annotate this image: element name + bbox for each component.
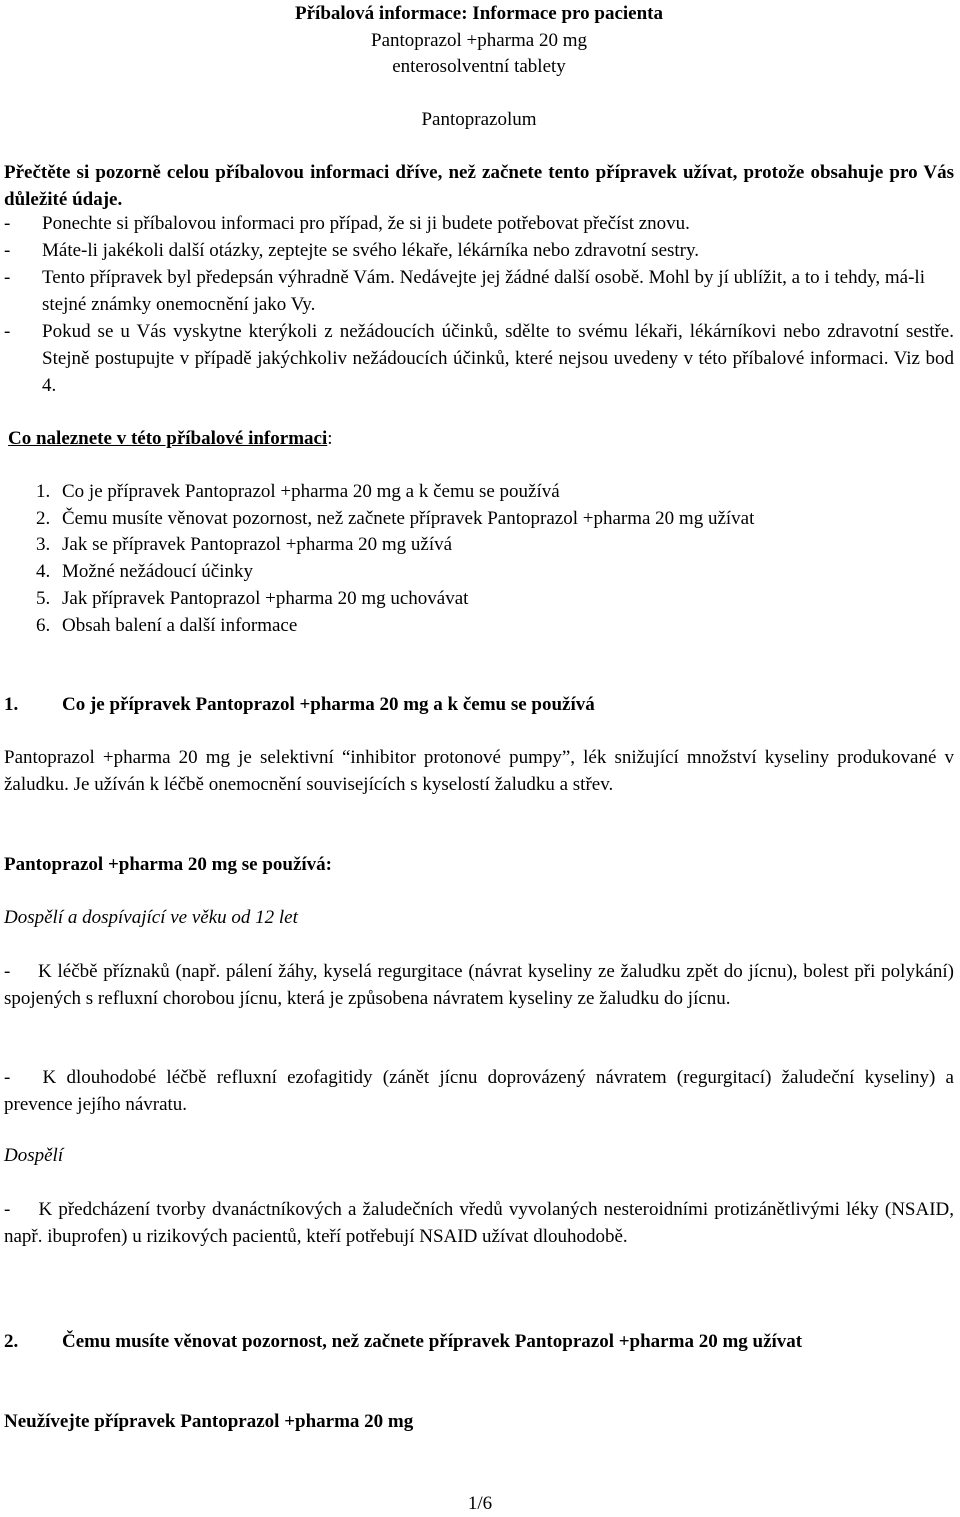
toc-item-number: 4. <box>36 561 51 582</box>
toc-item <box>4 585 468 612</box>
bullet-dash: - <box>4 240 11 261</box>
intro-bullet <box>4 318 954 399</box>
toc-item-number: 3. <box>36 534 51 555</box>
toc-heading-colon: : <box>327 428 333 449</box>
toc-item <box>4 558 253 585</box>
bullet-dash: - <box>4 961 11 982</box>
document-title: Příbalová informace: Informace pro pacienta <box>295 3 663 24</box>
toc-item <box>4 531 452 558</box>
toc-item-number: 1. <box>36 481 51 502</box>
product-name: Pantoprazol +pharma 20 mg <box>371 30 587 51</box>
indication-item <box>4 958 954 1012</box>
page-number: 1/6 <box>467 1493 493 1514</box>
section-2-heading <box>4 1328 954 1355</box>
indication-text: K dlouhodobé léčbě refluxní ezofagitidy (zánět jícnu doprovázený návratem (regurgitací) žaludeční kyseliny) a prevence jejího návratu. <box>4 1067 954 1115</box>
indication-item <box>4 1064 954 1118</box>
section-1-paragraph: Pantoprazol +pharma 20 mg je selektivní “inhibitor protonové pumpy”, lék snižující množství kyseliny produkované v žaludku. Je užíván k léčbě onemocnění souvisejících s kyselostí žaludku a střev. <box>4 747 954 795</box>
intro-bullet <box>4 264 954 318</box>
section-number: 1. <box>4 694 19 715</box>
intro-bullet-text: Tento přípravek byl předepsán výhradně Vám. Nedávejte jej žádné další osobě. Mohl by jí ublížit, a to i tehdy, má-li stejné známky onemocnění jako Vy. <box>42 267 925 315</box>
dosage-form: enterosolventní tablety <box>392 56 566 77</box>
toc-item-label: Jak se přípravek Pantoprazol +pharma 20 mg užívá <box>62 534 453 555</box>
section-2-subheading: Neužívejte přípravek Pantoprazol +pharma 20 mg <box>4 1411 414 1432</box>
bullet-dash: - <box>4 321 11 342</box>
toc-item <box>4 478 560 505</box>
bullet-dash: - <box>4 1199 11 1220</box>
toc-item-number: 5. <box>36 588 51 609</box>
toc-item-label: Jak přípravek Pantoprazol +pharma 20 mg uchovávat <box>62 588 469 609</box>
used-for-heading: Pantoprazol +pharma 20 mg se používá: <box>4 854 333 875</box>
intro-bullet-text: Ponechte si příbalovou informaci pro případ, že si ji budete potřebovat přečíst znovu. <box>42 213 690 234</box>
indication-text: K předcházení tvorby dvanáctníkových a žaludečních vředů vyvolaných nesteroidními protizánětlivými léky (NSAID, např. ibuprofen) u rizikových pacientů, kteří potřebují NSAID užívat dlouhodobě. <box>4 1199 955 1247</box>
section-number: 2. <box>4 1331 19 1352</box>
population-adults: Dospělí <box>4 1145 64 1166</box>
toc-item-label: Obsah balení a další informace <box>62 615 298 636</box>
toc-item-label: Čemu musíte věnovat pozornost, než začnete přípravek Pantoprazol +pharma 20 mg užívat <box>62 508 755 529</box>
bullet-dash: - <box>4 1067 11 1088</box>
toc-item <box>4 505 754 532</box>
section-1-heading <box>4 691 954 718</box>
section-title: Čemu musíte věnovat pozornost, než začnete přípravek Pantoprazol +pharma 20 mg užívat <box>62 1331 803 1352</box>
indication-item <box>4 1196 954 1250</box>
intro-bullet <box>4 210 954 237</box>
bullet-dash: - <box>4 267 11 288</box>
toc-heading <box>8 425 954 452</box>
toc-item-label: Co je přípravek Pantoprazol +pharma 20 mg a k čemu se používá <box>62 481 560 502</box>
toc-item-number: 2. <box>36 508 51 529</box>
intro-warning: Přečtěte si pozorně celou příbalovou informaci dříve, než začnete tento přípravek užívat, protože obsahuje pro Vás důležité údaje. <box>4 162 954 210</box>
population-adolescents: Dospělí a dospívající ve věku od 12 let <box>4 907 298 928</box>
section-title: Co je přípravek Pantoprazol +pharma 20 mg a k čemu se používá <box>62 694 595 715</box>
bullet-dash: - <box>4 213 11 234</box>
toc-item-number: 6. <box>36 615 51 636</box>
intro-bullet <box>4 237 954 264</box>
toc-item <box>4 612 297 639</box>
intro-bullet-text: Máte-li jakékoli další otázky, zeptejte se svého lékaře, lékárníka nebo zdravotní sestry. <box>42 240 700 261</box>
active-substance: Pantoprazolum <box>421 109 537 130</box>
intro-bullet-text: Pokud se u Vás vyskytne kterýkoli z nežádoucích účinků, sdělte to svému lékaři, lékárníkovi nebo zdravotní sestře. Stejně postupujte v případě jakýchkoliv nežádoucích účinků, které nejsou uvedeny v této příbalové informaci. Viz bod 4. <box>42 321 954 396</box>
toc-heading-text: Co naleznete v této příbalové informaci <box>8 428 328 449</box>
indication-text: K léčbě příznaků (např. pálení žáhy, kyselá regurgitace (návrat kyseliny ze žaludku zpět do jícnu), bolest při polykání) spojených s refluxní chorobou jícnu, která je způsobena návratem kyseliny ze žaludku do jícnu. <box>4 961 954 1009</box>
toc-item-label: Možné nežádoucí účinky <box>62 561 253 582</box>
